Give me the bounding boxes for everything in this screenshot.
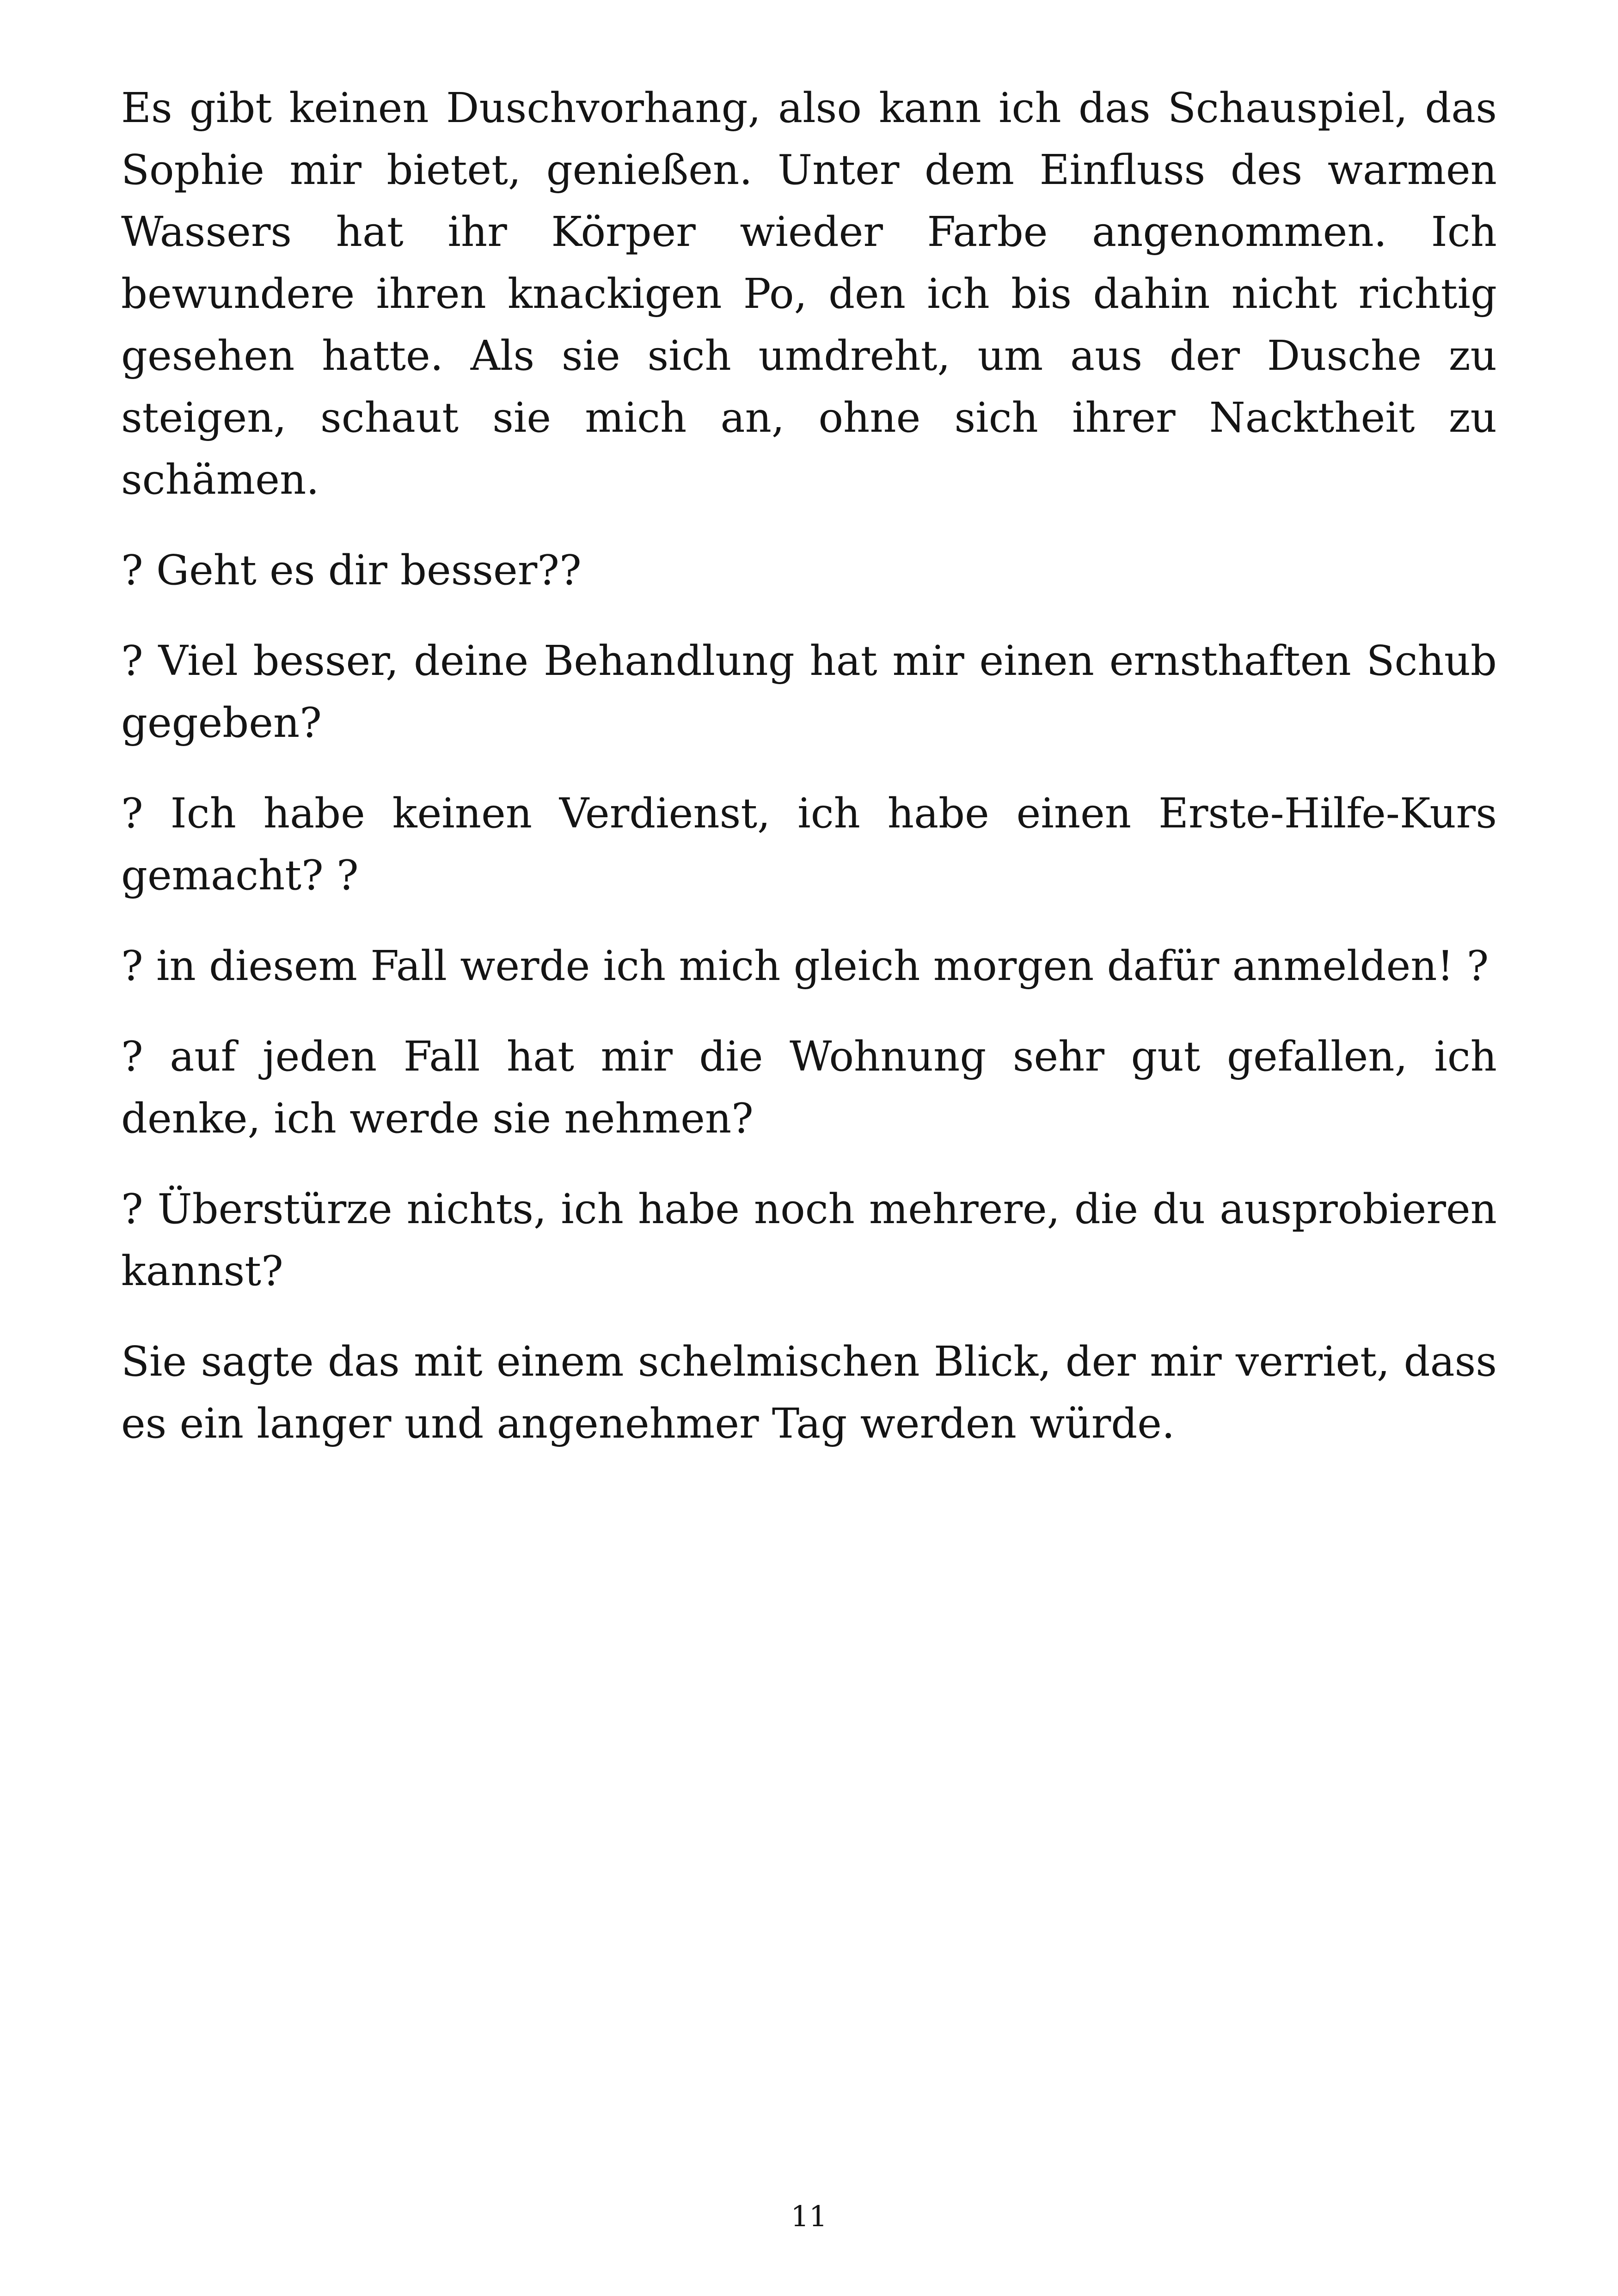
paragraph-dialogue-4: ? in diesem Fall werde ich mich gleich morgen dafür anmelden! ? — [121, 942, 1489, 990]
paragraph-dialogue-1: ? Geht es dir besser?? — [121, 546, 582, 594]
paragraph-narration-closing: Sie sagte das mit einem schelmischen Blick, der mir verriet, dass es ein langer und angenehmer Tag werden würde. — [121, 1337, 1497, 1447]
paragraph-dialogue-6: ? Überstürze nichts, ich habe noch mehrere, die du ausprobieren kannst? — [121, 1185, 1497, 1295]
body-text — [121, 77, 1497, 1483]
paragraph-narration-shower: Es gibt keinen Duschvorhang, also kann ich das Schauspiel, das Sophie mir bietet, genießen. Unter dem Einfluss des warmen Wassers hat ihr Körper wieder Farbe angenommen. Ich bewundere ihren knackigen Po, den ich bis dahin nicht richtig gesehen hatte. Als sie sich umdreht, um aus der Dusche zu steigen, schaut sie mich an, ohne sich ihrer Nacktheit zu schämen. — [121, 84, 1497, 503]
paragraph-dialogue-3: ? Ich habe keinen Verdienst, ich habe einen Erste-Hilfe-Kurs gemacht? ? — [121, 789, 1497, 899]
paragraph-dialogue-5: ? auf jeden Fall hat mir die Wohnung sehr gut gefallen, ich denke, ich werde sie nehmen? — [121, 1032, 1497, 1142]
paragraph-dialogue-2: ? Viel besser, deine Behandlung hat mir einen ernsthaften Schub gegeben? — [121, 637, 1497, 747]
page-number: 11 — [791, 2199, 827, 2233]
